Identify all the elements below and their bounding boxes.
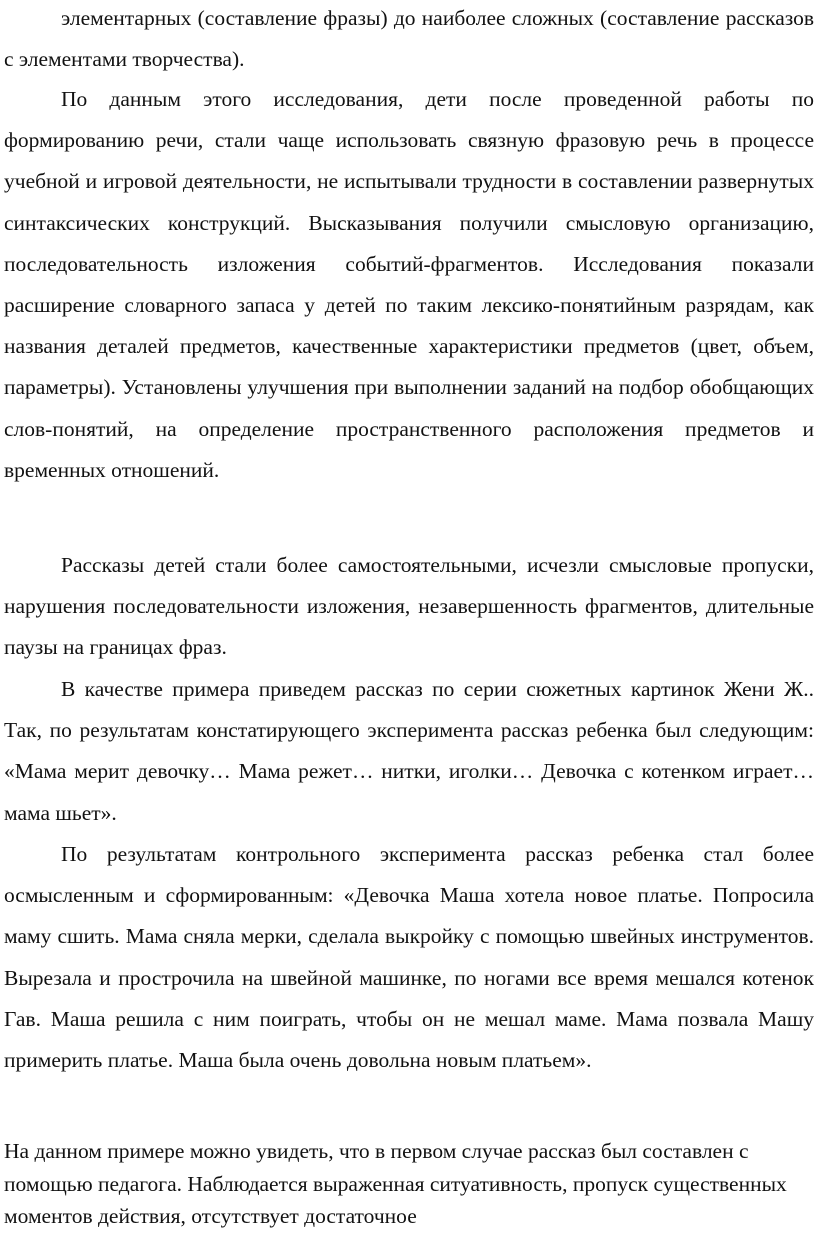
- paragraph-example-control: По результатам контрольного эксперимента рассказ ребенка стал более осмысленным и сформированным: «Девочка Маша хотела новое платье. Попросила маму сшить. Мама сняла мерки, сделала выкройку с помощью швейных инструментов. Вырезала и прострочила на швейной машинке, по ногами все время мешался котенок Гав. Маша решила с ним поиграть, чтобы он не мешал маме. Мама позвала Машу примерить платье. Маша была очень довольна новым платьем».: [4, 842, 814, 1073]
- paragraph-continuation: элементарных (составление фразы) до наиболее сложных (составление рассказов с элементами творчества).: [4, 6, 814, 72]
- paragraph-research-results: По данным этого исследования, дети после проведенной работы по формированию речи, стали чаще использовать связную фразовую речь в процессе учебной и игровой деятельности, не испытывали трудности в составлении развернутых синтаксических конструкций. Высказывания получили смысловую организацию, последовательность изложения событий-фрагментов. Исследования показали расширение словарного запаса у детей по таким лексико-понятийным разрядам, как названия деталей предметов, качественные характеристики предметов (цвет, объем, параметры). Установлены улучшения при выполнении заданий на подбор обобщающих слов-понятий, на определение пространственного расположения предметов и временных отношений.: [4, 87, 814, 482]
- paragraph-stories-independent: Рассказы детей стали более самостоятельными, исчезли смысловые пропуски, нарушения последовательности изложения, незавершенность фрагментов, длительные паузы на границах фраз.: [4, 553, 814, 660]
- paragraph-conclusion: На данном примере можно увидеть, что в первом случае рассказ был составлен с помощью педагога. Наблюдается выраженная ситуативность, пропуск существенных моментов действия, отсутствует достаточное: [4, 1139, 787, 1228]
- paragraph-example-initial: В качестве примера приведем рассказ по серии сюжетных картинок Жени Ж.. Так, по результатам констатирующего эксперимента рассказ ребенка был следующим: «Мама мерит девочку… Мама режет… нитки, иголки… Девочка с котенком играет… мама шьет».: [4, 677, 814, 825]
